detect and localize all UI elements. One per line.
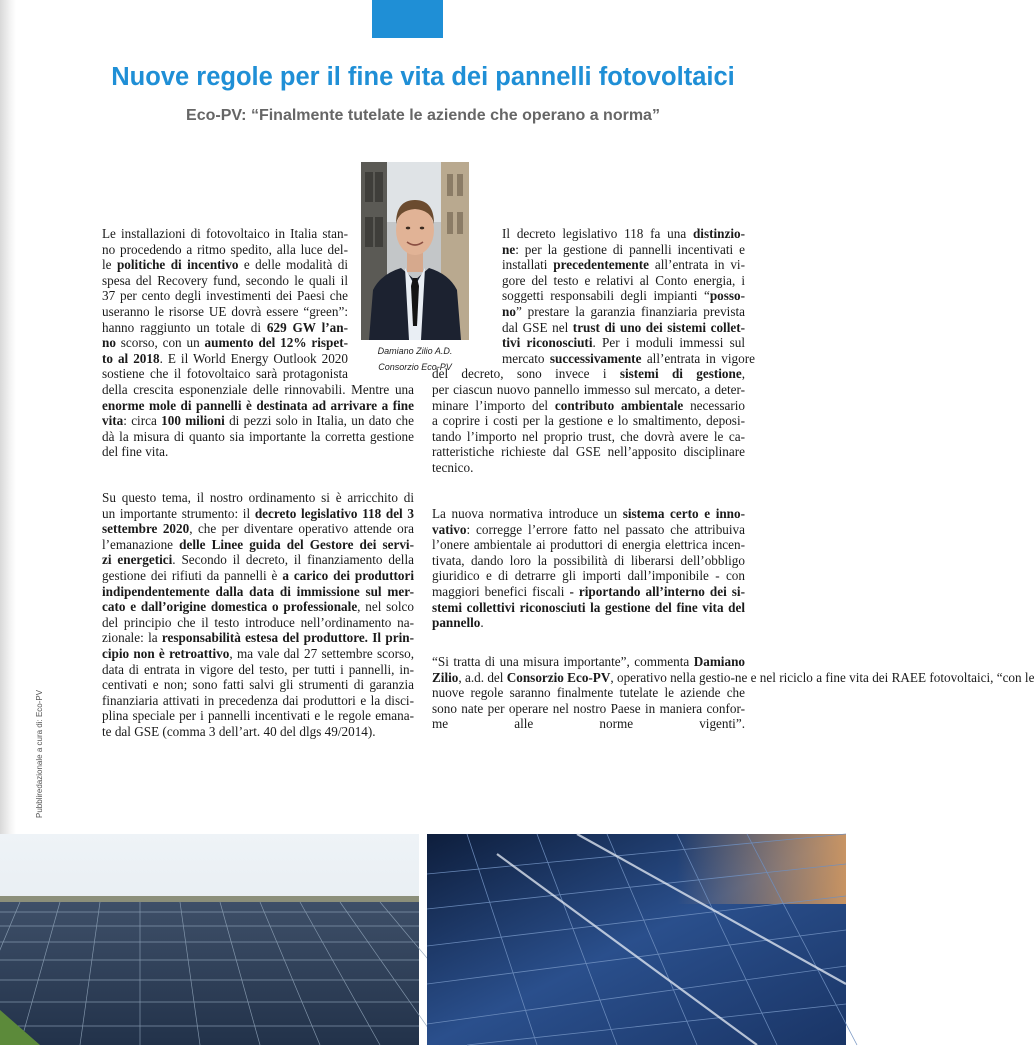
- text-line: [102, 288, 348, 304]
- text-line: [502, 288, 745, 304]
- photo-caption-name: Damiano Zilio A.D.: [377, 346, 453, 356]
- text-run: : per la gestione di pannelli incentivati e: [515, 241, 745, 257]
- text-line: [102, 304, 348, 320]
- section-tab: [372, 0, 443, 38]
- text-line: [102, 599, 414, 615]
- text-run: , operativo nella gestio-: [610, 669, 735, 685]
- text-line: [102, 552, 414, 568]
- text-run: no procedendo a ritmo spedito, alla luce del-: [102, 241, 348, 257]
- text-line: [432, 444, 745, 460]
- bold-run: sistemi di gestione: [619, 366, 742, 382]
- text-line: [102, 537, 414, 553]
- text-line: [432, 600, 745, 616]
- text-line: [102, 693, 414, 709]
- text-line: [102, 584, 414, 600]
- bold-run: cipio non è retroattivo: [102, 645, 230, 661]
- text-line: [432, 537, 745, 553]
- text-run: tando l’importo nel proprio trust, che dovrà avere le ca-: [432, 428, 745, 444]
- text-line: [432, 522, 745, 538]
- text-run: me alle norme vigenti”.: [432, 716, 745, 732]
- text-run: del fine vita.: [102, 444, 169, 460]
- text-run: installati: [502, 257, 554, 273]
- bold-run: no: [102, 335, 116, 351]
- bold-run: enorme mole di pannelli è destinata ad arrivare a fine: [102, 397, 414, 413]
- bold-run: 629 GW l’an-: [266, 319, 348, 335]
- text-line: [502, 351, 755, 367]
- bold-run: aumento del 12% rispet-: [204, 335, 348, 351]
- text-line: [102, 662, 414, 678]
- text-line: [432, 615, 745, 631]
- bold-run: ne: [502, 241, 516, 257]
- text-line: [102, 366, 348, 382]
- text-run: soggetti responsabili degli impianti “: [502, 288, 710, 304]
- text-line: [102, 708, 414, 724]
- text-line: [432, 654, 745, 670]
- bold-run: precedentemente: [553, 257, 649, 273]
- text-run: : corregge l’errore fatto nel passato che attribuiva: [466, 521, 745, 537]
- bold-run: posso-: [709, 288, 745, 304]
- text-line: [102, 490, 414, 506]
- text-run: per ciascun nuovo pannello immesso sul mercato, a deter-: [432, 381, 745, 397]
- text-line: [102, 335, 348, 351]
- text-run: di pezzi solo in Italia, un dato che: [224, 413, 415, 429]
- text-line: [432, 701, 745, 717]
- paragraph-new-rules: [432, 506, 745, 631]
- text-line: [102, 398, 414, 414]
- text-run: all’entrata in vigore: [641, 350, 755, 366]
- text-run: un importante strumento: il: [102, 505, 255, 521]
- bold-run: successivamente: [549, 350, 642, 366]
- text-line: [102, 677, 414, 693]
- text-line: [432, 429, 745, 445]
- text-line: [102, 615, 414, 631]
- bold-run: no: [502, 303, 516, 319]
- text-run: le: [102, 257, 117, 273]
- text-run: tecnico.: [432, 459, 474, 475]
- text-line: [102, 413, 414, 429]
- text-run: all’entrata in vi-: [649, 257, 745, 273]
- bold-run: vativo: [432, 521, 467, 537]
- solar-field-image: [0, 834, 419, 1045]
- advertorial-note: Pubbliredazionale a cura di: Eco-PV: [35, 689, 44, 818]
- bold-run: zi energetici: [102, 552, 173, 568]
- solar-panel-closeup-image: [427, 834, 846, 1045]
- text-line: [102, 506, 414, 522]
- bold-run: to al 2018: [102, 350, 160, 366]
- bold-run: vita: [102, 413, 124, 429]
- paragraph-decree: [102, 490, 414, 740]
- text-run: Su questo tema, il nostro ordinamento si è arricchito di: [102, 490, 414, 505]
- text-line: [432, 460, 745, 476]
- text-line: [502, 304, 745, 320]
- text-run: Le installazioni di fotovoltaico in Italia stan-: [102, 226, 348, 241]
- text-run: necessario: [683, 397, 745, 413]
- photo-caption-company: Consorzio Eco-PV: [378, 362, 452, 372]
- text-line: [102, 382, 414, 398]
- bold-run: Damiano: [693, 654, 745, 669]
- text-run: gestione dei rifiuti da pannelli è: [102, 567, 283, 583]
- bold-run: - riportando all’interno dei si-: [569, 583, 745, 599]
- text-line: [432, 669, 1034, 686]
- bold-run: sistema certo e inno-: [622, 506, 746, 521]
- text-run: gore del testo e relativi al Conto energia, i: [502, 272, 745, 288]
- text-run: : circa: [123, 413, 162, 429]
- bold-run: Consorzio Eco-PV: [506, 669, 611, 685]
- bold-run: pannello: [432, 615, 481, 631]
- text-run: sostiene che il fotovoltaico sarà protagonista: [102, 366, 348, 382]
- bold-run: responsabilità estesa del produttore. Il prin-: [161, 630, 414, 646]
- text-run: mercato: [502, 350, 550, 366]
- bold-run: indipendentemente dalla data di immissione sul mer-: [102, 583, 414, 599]
- paragraph-quote: [432, 654, 1034, 732]
- text-run: La nuova normativa introduce un: [432, 506, 623, 521]
- text-run: spesa del Recovery fund, secondo le quali il: [102, 272, 348, 288]
- text-run: ne e nel riciclo a fine vita dei RAEE fotovoltaici, “con le: [734, 669, 1034, 685]
- bold-run: 100 milioni: [161, 413, 225, 429]
- text-run: finanziaria attivati in precedenza dai produttori e la disci-: [102, 692, 414, 708]
- text-line: [432, 568, 745, 584]
- text-line: [102, 257, 348, 273]
- text-run: ,: [741, 366, 745, 382]
- text-run: . Secondo il decreto, il finanziamento della: [172, 552, 414, 568]
- text-run: del decreto, sono invece i: [432, 366, 620, 382]
- text-line: [432, 584, 745, 600]
- text-line: [432, 413, 745, 429]
- text-run: , che per diventare operativo attende ora: [189, 521, 414, 537]
- text-line: [502, 257, 745, 273]
- text-line: [502, 320, 745, 336]
- text-line: [102, 521, 414, 537]
- text-run: della crescita esponenziale delle rinnovabili. Mentre una: [102, 381, 414, 397]
- bold-run: decreto legislativo 118 del 3: [254, 505, 414, 521]
- text-line: [502, 242, 745, 258]
- bold-run: stemi collettivi riconosciuti la gestione del fine vita del: [432, 599, 745, 615]
- article-title: Nuove regole per il fine vita dei pannelli fotovoltaici: [111, 63, 735, 91]
- text-run: centivati e non; sono fatti salvi gli strumenti di garanzia: [102, 677, 414, 693]
- text-line: [102, 273, 348, 289]
- text-run: . E il World Energy Outlook 2020: [159, 350, 348, 366]
- bold-run: trust di uno dei sistemi collet-: [572, 319, 745, 335]
- text-run: sono nate per operare nel nostro Paese in maniera confor-: [432, 700, 745, 716]
- text-run: te dal GSE (comma 3 dell’art. 40 del dlgs 49/2014).: [102, 723, 376, 739]
- text-line: [102, 320, 348, 336]
- text-line: [432, 716, 745, 732]
- text-run: scorso, con un: [115, 335, 205, 351]
- text-line: [502, 335, 745, 351]
- bold-run: tivi riconosciuti: [502, 335, 593, 351]
- text-line: [502, 226, 745, 242]
- text-line: [102, 242, 348, 258]
- text-run: useranno le risorse UE dovrà essere “green”:: [102, 303, 348, 319]
- text-run: . Per i moduli immessi sul: [592, 335, 745, 351]
- text-line: [102, 226, 348, 242]
- text-run: maggiori benefici fiscali: [432, 583, 570, 599]
- bold-run: contributo ambientale: [554, 397, 684, 413]
- text-run: a coprire i costi per la gestione e lo smaltimento, deposi-: [432, 413, 745, 429]
- text-run: l’onere ambientale ai produttori di energia elettrica incen-: [432, 537, 745, 553]
- text-run: , nel solco: [357, 599, 414, 615]
- text-run: data di entrata in vigore del testo, per tutti i pannelli, in-: [102, 661, 414, 677]
- text-line: [102, 568, 414, 584]
- text-line: [102, 724, 414, 740]
- text-run: ratteristiche richieste dal GSE nell’apposito disciplinare: [432, 444, 745, 460]
- text-run: e delle modalità di: [238, 257, 348, 273]
- text-line: [432, 398, 745, 414]
- text-run: , ma vale dal 27 settembre scorso,: [229, 645, 414, 661]
- bold-run: delle Linee guida del Gestore dei servi-: [179, 536, 414, 552]
- text-run: l’emanazione: [102, 536, 180, 552]
- paragraph-distinction: [432, 226, 755, 476]
- text-run: minare l’importo del: [432, 397, 555, 413]
- text-line: [102, 351, 348, 367]
- text-line: [102, 630, 414, 646]
- text-run: dal GSE nel: [502, 319, 573, 335]
- bold-run: Zilio: [432, 669, 459, 685]
- text-run: Il decreto legislativo 118 fa una: [502, 226, 693, 241]
- text-run: 37 per cento degli investimenti dei Paesi che: [102, 288, 348, 304]
- text-run: del principio che il testo introduce nell’ordinamento na-: [102, 614, 414, 630]
- text-run: ” prestare la garanzia finanziaria prevista: [515, 303, 745, 319]
- text-line: [502, 273, 745, 289]
- bold-run: distinzio-: [692, 226, 745, 241]
- bold-run: politiche di incentivo: [116, 257, 239, 273]
- paragraph-intro: [102, 226, 414, 460]
- article-subtitle: Eco-PV: “Finalmente tutelate le aziende che operano a norma”: [186, 107, 660, 124]
- text-run: nuove regole saranno finalmente tutelate le aziende che: [432, 685, 745, 701]
- text-run: .: [480, 615, 484, 631]
- text-run: zionale: la: [102, 630, 162, 646]
- text-run: hanno raggiunto un totale di: [102, 319, 267, 335]
- text-run: , a.d. del: [458, 669, 507, 685]
- text-line: [432, 506, 745, 522]
- text-line: [432, 366, 745, 382]
- text-line: [102, 444, 414, 460]
- text-run: plina speciale per i pannelli incentivati e le regole emana-: [102, 708, 414, 724]
- text-line: [432, 685, 745, 701]
- bold-run: a carico dei produttori: [282, 567, 414, 583]
- bold-run: cato e dall’origine domestica o professionale: [102, 599, 358, 615]
- bold-run: settembre 2020: [102, 521, 190, 537]
- text-line: [432, 382, 745, 398]
- text-run: giuridico e di detrarre gli importi dall’imponibile - con: [432, 568, 745, 584]
- text-line: [432, 553, 745, 569]
- text-line: [102, 646, 414, 662]
- text-run: tivata, dando loro la possibilità di liberarsi dell’obbligo: [432, 552, 745, 568]
- text-line: [102, 429, 414, 445]
- text-run: dà la misura di quanto sia importante la corretta gestione: [102, 428, 414, 444]
- text-run: “Si tratta di una misura importante”, commenta: [432, 654, 694, 669]
